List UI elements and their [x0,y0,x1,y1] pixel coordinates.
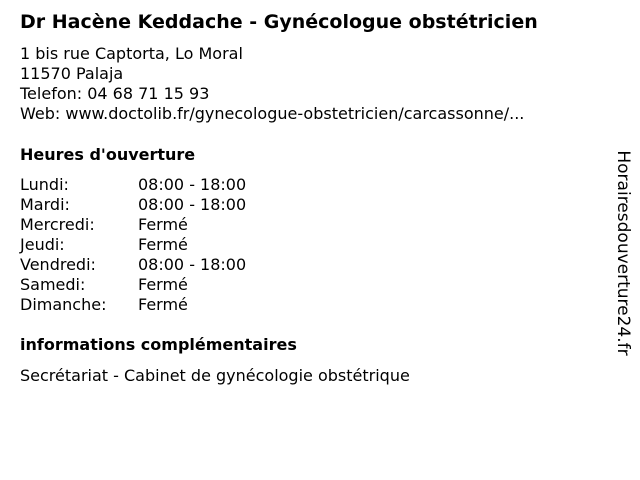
additional-info-heading: informations complémentaires [20,335,297,354]
hours-time: Fermé [138,215,188,234]
opening-hours-list [20,175,246,315]
website-link[interactable]: Web: www.doctolib.fr/gynecologue-obstetricien/carcassonne/... [20,104,525,123]
hours-day: Vendredi: [20,255,96,274]
address-city: 11570 Palaja [20,64,124,83]
hours-time: 08:00 - 18:00 [138,175,247,194]
site-watermark: Horairesdouverture24.fr [613,150,633,356]
hours-day: Jeudi: [20,235,65,254]
hours-time: 08:00 - 18:00 [138,195,247,214]
phone-number: Telefon: 04 68 71 15 93 [20,84,210,103]
hours-day: Mercredi: [20,215,95,234]
hours-row-samedi [20,275,246,295]
address-street: 1 bis rue Captorta, Lo Moral [20,44,243,63]
hours-row-jeudi [20,235,246,255]
hours-time: Fermé [138,295,188,314]
hours-row-dimanche [20,295,246,315]
additional-info-text: Secrétariat - Cabinet de gynécologie obstétrique [20,366,410,385]
hours-row-mardi [20,195,246,215]
hours-time: Fermé [138,235,188,254]
hours-row-mercredi [20,215,246,235]
hours-time: Fermé [138,275,188,294]
hours-day: Samedi: [20,275,86,294]
hours-row-vendredi [20,255,246,275]
opening-hours-heading: Heures d'ouverture [20,145,196,164]
hours-day: Lundi: [20,175,69,194]
page-title: Dr Hacène Keddache - Gynécologue obstétricien [20,11,538,33]
hours-day: Dimanche: [20,295,107,314]
address-block [20,44,524,124]
hours-row-lundi [20,175,246,195]
hours-day: Mardi: [20,195,70,214]
hours-time: 08:00 - 18:00 [138,255,247,274]
